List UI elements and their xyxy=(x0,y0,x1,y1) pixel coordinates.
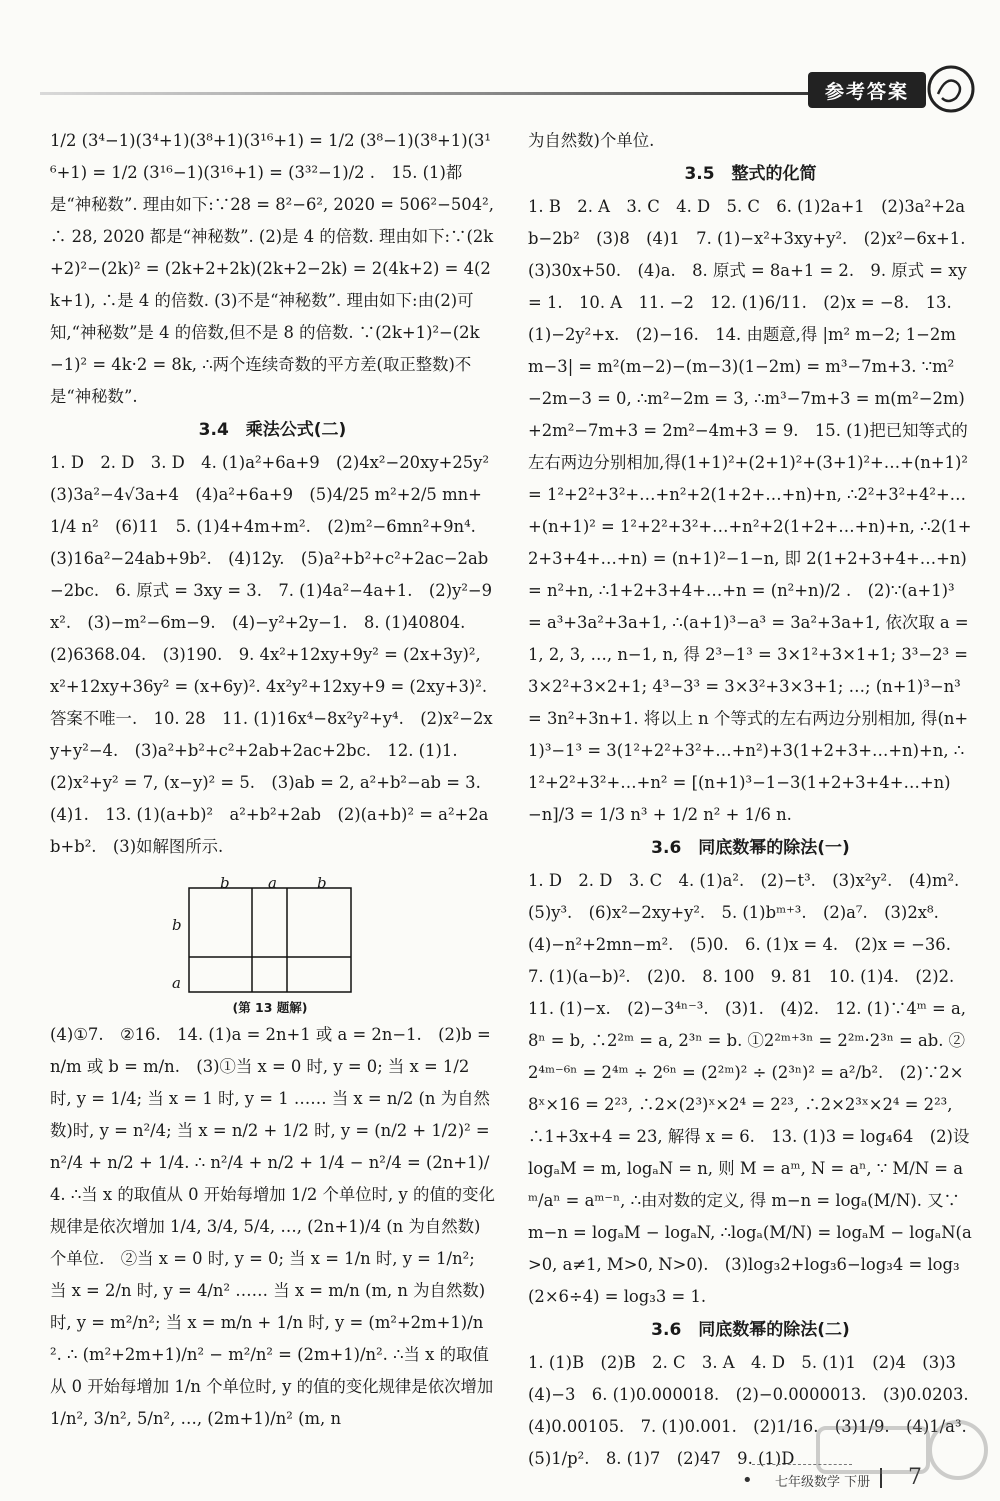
section-title-3-6-a: 3.6 同底数幂的除法(一) xyxy=(651,838,850,858)
footer-dot-icon: • xyxy=(742,1470,753,1491)
footer-book-label: 七年级数学 下册 xyxy=(775,1475,871,1490)
left-paragraph-2: 1. D 2. D 3. D 4. (1)a²+6a+9 (2)4x²−20xy+25y² (3)3a²−4√3a+4 (4)a²+6a+9 (5)4/25 m²+2/5 mn+1/4 n² (6)11 5. (1)4+4m+m². (2)m²−6mn²+9n⁴. (3)16a²−24ab+9b². (4)12y. (5)a²+b²+c²+2ac−2ab−2bc. 6. 原式 = 3xy = 3. 7. (1)4a²−4a+1. (2)y²−9x². (3)−m²−6m−9. (4)−y²+2y−1. 8. (1)40804. (2)6368.04. (3)190. 9. 4x²+12xy+9y² = (2x+3y)², x²+12xy+36y² = (x+6y)². 4x²y²+12xy+9 = (2xy+3)². 答案不唯一. 10. 28 11. (1)16x⁴−8x²y²+y⁴. (2)x²−2xy+y²−4. (3)a²+b²+c²+2ab+2ac+2bc. 12. (1)1. (2)x²+y² = 7, (x−y)² = 5. (3)ab = 2, a²+b²−ab = 3. (4)1. 13. (1)(a+b)² a²+b²+2ab (2)(a+b)² = a²+2ab+b². (3)如解图所示. xyxy=(50,453,506,856)
left-paragraph-1: 1/2 (3⁴−1)(3⁴+1)(3⁸+1)(3¹⁶+1) = 1/2 (3⁸−1)(3⁸+1)(3¹⁶+1) = 1/2 (3¹⁶−1)(3¹⁶+1) = (3³²−1)/2 . 15. (1)都是“神秘数”. 理由如下:∵28 = 8²−6², 2020 = 506²−504², ∴ 28, 2020 都是“神秘数”. (2)是 4 的倍数. 理由如下:∵(2k+2)²−(2k)² = (2k+2+2k)(2k+2−2k) = 2(4k+2) = 4(2k+1), ∴是 4 的倍数. (3)不是“神秘数”. 理由如下:由(2)可知,“神秘数”是 4 的倍数,但不是 8 的倍数. ∵(2k+1)²−(2k−1)² = 4k·2 = 8k, ∴两个连续奇数的平方差(取正整数)不是“神秘数”. xyxy=(50,131,494,406)
figure-body xyxy=(172,887,352,997)
fig-label-b-side: b xyxy=(172,916,182,934)
left-paragraph-3: (4)①7. ②16. 14. (1)a = 2n+1 或 a = 2n−1. (2)b = n/m 或 b = m/n. (3)①当 x = 0 时, y = 0; 当 x = 1/2 时, y = 1/4; 当 x = 1 时, y = 1 …… 当 x = n/2 (n 为自然数)时, y = n²/4; 当 x = n/2 + 1/2 时, y = (n/2 + 1/2)² = n²/4 + n/2 + 1/4. ∴ n²/4 + n/2 + 1/4 − n²/4 = (2n+1)/4. ∴当 x 的取值从 0 开始每增加 1/2 个单位时, y 的值的变化规律是依次增加 1/4, 3/4, 5/4, …, (2n+1)/4 (n 为自然数)个单位. ②当 x = 0 时, y = 0; 当 x = 1/n 时, y = 1/n²; 当 x = 2/n 时, y = 4/n² …… 当 x = m/n (m, n 为自然数)时, y = m²/n²; 当 x = m/n + 1/n 时, y = (m²+2m+1)/n². ∴ (m²+2m+1)/n² − m²/n² = (2m+1)/n². ∴当 x 的取值从 0 开始每增加 1/n 个单位时, y 的值的变化规律是依次增加 1/n², 3/n², 5/n², …, (2m+1)/n² (m, n xyxy=(50,1025,495,1428)
fig-label-a-side: a xyxy=(172,974,181,992)
page-number: 7 xyxy=(908,1465,922,1490)
figure-caption: (第 13 题解) xyxy=(232,1000,308,1015)
right-paragraph-3: 1. (1)B (2)B 2. C 3. A 4. D 5. (1)1 (2)4 (3)3 (4)−3 6. (1)0.000018. (2)−0.0000013. (3)0.0203. (4)0.00105. 7. (1)0.001. (2)1/16. (3)1/9. (4)1/a³. (5)1/p². 8. (1)7 (2)47 9. (1)D xyxy=(528,1353,986,1468)
watermark-logo-icon xyxy=(808,1400,988,1500)
fig-label-b-left: b xyxy=(220,874,230,892)
header-rule xyxy=(40,92,830,95)
answer-badge: 参考答案 xyxy=(808,72,926,108)
right-paragraph-2: 1. D 2. D 3. C 4. (1)a². (2)−t³. (3)x²y². (4)m². (5)y³. (6)x²−2xy+y². 5. (1)bᵐ⁺³. (2)a⁷. (3)2x⁸. (4)−n²+2mn−m². (5)0. 6. (1)x = 4. (2)x = −36. 7. (1)(a−b)². (2)0. 8. 100 9. 81 10. (1)4. (2)2. 11. (1)−x. (2)−3⁴ⁿ⁻³. (3)1. (4)2. 12. (1)∵4ᵐ = a, 8ⁿ = b, ∴2²ᵐ = a, 2³ⁿ = b. ①2²ᵐ⁺³ⁿ = 2²ᵐ·2³ⁿ = ab. ②2⁴ᵐ⁻⁶ⁿ = 2⁴ᵐ ÷ 2⁶ⁿ = (2²ᵐ)² ÷ (2³ⁿ)² = a²/b². (2)∵2×8ˣ×16 = 2²³, ∴2×(2³)ˣ×2⁴ = 2²³, ∴2×2³ˣ×2⁴ = 2²³, ∴1+3x+4 = 23, 解得 x = 6. 13. (1)3 = log₄64 (2)设 logₐM = m, logₐN = n, 则 M = aᵐ, N = aⁿ, ∵ M/N = aᵐ/aⁿ = aᵐ⁻ⁿ, ∴由对数的定义, 得 m−n = logₐ(M/N). 又∵m−n = logₐM − logₐN, ∴logₐ(M/N) = logₐM − logₐN(a>0, a≠1, M>0, N>0). (3)log₃2+log₃6−log₃4 = log₃(2×6÷4) = log₃3 = 1. xyxy=(528,871,976,1306)
left-column xyxy=(50,125,506,1435)
fig-label-a: a xyxy=(268,874,277,892)
section-title-3-5: 3.5 整式的化简 xyxy=(684,164,817,184)
section-title-3-4: 3.4 乘法公式(二) xyxy=(198,420,347,440)
right-paragraph-0: 为自然数)个单位. xyxy=(528,131,655,150)
logo-icon xyxy=(926,64,976,114)
figure-13-diagram xyxy=(188,887,352,993)
section-title-3-6-b: 3.6 同底数幂的除法(二) xyxy=(651,1320,850,1340)
figure-13 xyxy=(172,867,352,1019)
right-column xyxy=(528,125,986,1475)
right-paragraph-1: 1. B 2. A 3. C 4. D 5. C 6. (1)2a+1 (2)3a²+2ab−2b² (3)8 (4)1 7. (1)−x²+3xy+y². (2)x²−6x+1. (3)30x+50. (4)a. 8. 原式 = 8a+1 = 2. 9. 原式 = xy = 1. 10. A 11. −2 12. (1)6/11. (2)x = −8. 13. (1)−2y²+x. (2)−16. 14. 由题意,得 |m² m−2; 1−2m m−3| = m²(m−2)−(m−3)(1−2m) = m³−7m+3. ∵m²−2m−3 = 0, ∴m²−2m = 3, ∴m³−7m+3 = m(m²−2m)+2m²−7m+3 = 2m²−4m+3 = 9. 15. (1)把已知等式的左右两边分别相加,得(1+1)²+(2+1)²+(3+1)²+…+(n+1)² = 1²+2²+3²+…+n²+2(1+2+…+n)+n, ∴2²+3²+4²+…+(n+1)² = 1²+2²+3²+…+n²+2(1+2+…+n)+n, ∴2(1+2+3+4+…+n) = (n+1)²−1−n, 即 2(1+2+3+4+…+n) = n²+n, ∴1+2+3+4+…+n = (n²+n)/2 . (2)∵(a+1)³ = a³+3a²+3a+1, ∴(a+1)³−a³ = 3a²+3a+1, 依次取 a = 1, 2, 3, …, n−1, n, 得 2³−1³ = 3×1²+3×1+1; 3³−2³ = 3×2²+3×2+1; 4³−3³ = 3×3²+3×3+1; …; (n+1)³−n³ = 3n²+3n+1. 将以上 n 个等式的左右两边分别相加, 得(n+1)³−1³ = 3(1²+2²+3²+…+n²)+3(1+2+3+…+n)+n, ∴1²+2²+3²+…+n² = [(n+1)³−1−3(1+2+3+4+…+n)−n]/3 = 1/3 n³ + 1/2 n² + 1/6 n. xyxy=(528,197,982,824)
figure-top-labels xyxy=(172,867,352,892)
fig-label-b-right: b xyxy=(317,874,327,892)
